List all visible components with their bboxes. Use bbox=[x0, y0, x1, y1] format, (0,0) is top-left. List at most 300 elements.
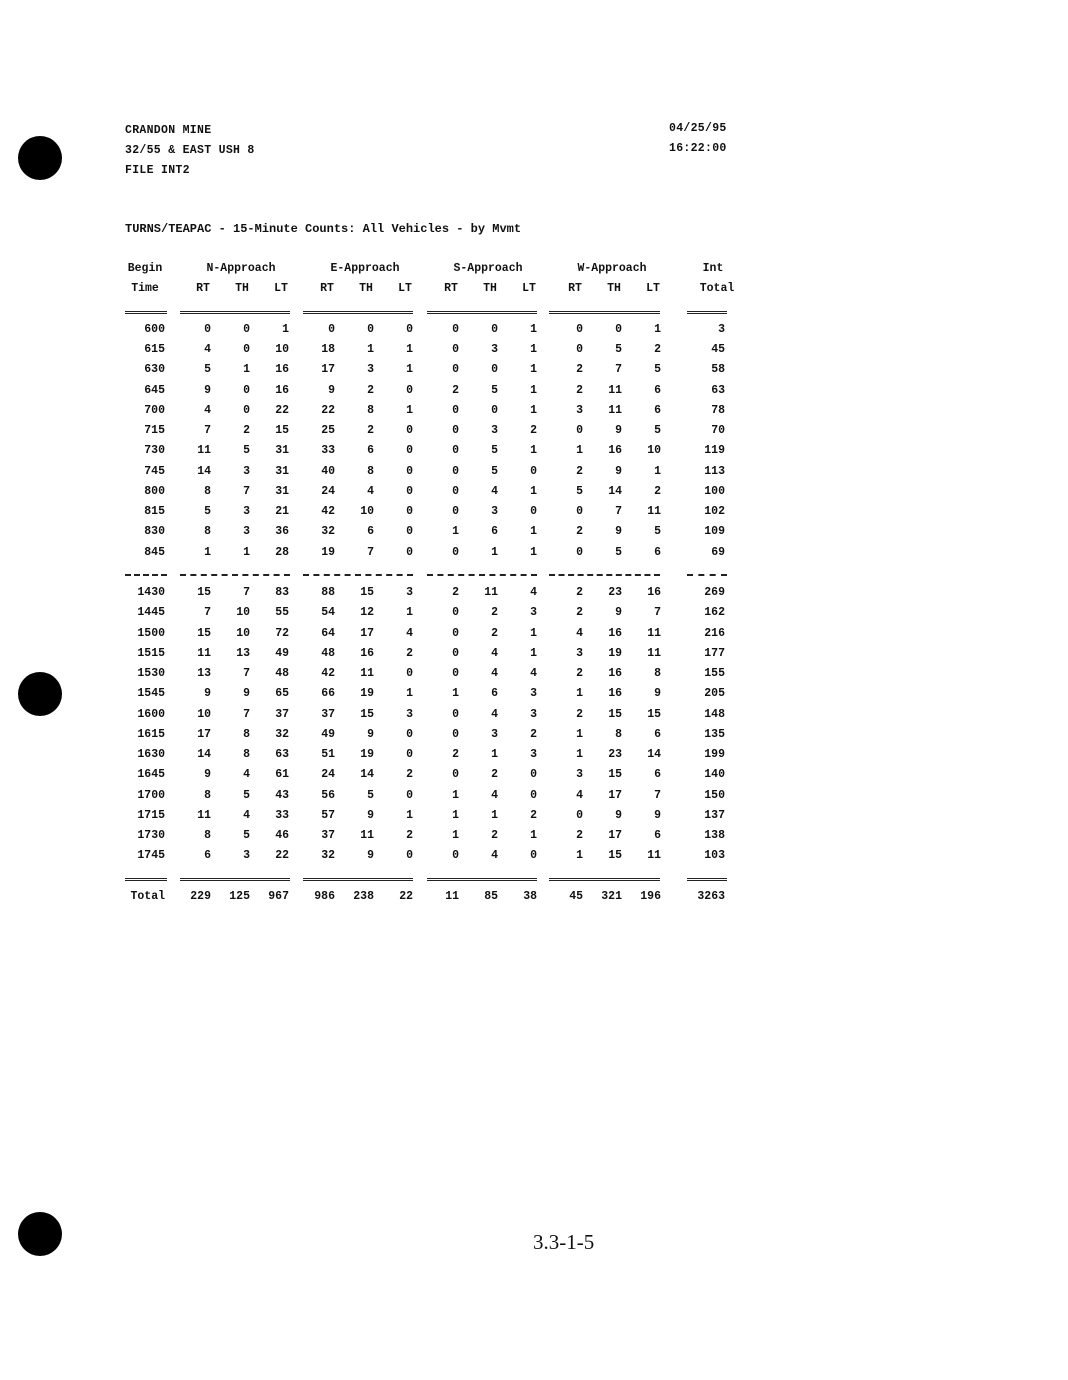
table-cell: 1 bbox=[406, 606, 413, 620]
table-cell: 0 bbox=[452, 505, 459, 518]
table-row bbox=[125, 444, 745, 464]
table-cell: 2 bbox=[576, 586, 583, 599]
table-cell: 17 bbox=[360, 626, 374, 640]
table-cell: 2 bbox=[530, 727, 537, 741]
total-cell: 38 bbox=[523, 889, 537, 903]
table-cell: 9 bbox=[367, 849, 374, 863]
table-cell: 1530 bbox=[137, 667, 165, 680]
table-cell: 8 bbox=[243, 727, 250, 741]
table-row bbox=[125, 627, 745, 647]
column-header-cell: LT bbox=[274, 282, 288, 296]
table-cell: 16 bbox=[608, 667, 622, 680]
table-cell: 4 bbox=[491, 667, 498, 680]
table-cell: 4 bbox=[530, 586, 537, 599]
table-cell: 1 bbox=[530, 626, 537, 640]
table-cell: 2 bbox=[243, 424, 250, 437]
table-cell: 0 bbox=[243, 383, 250, 397]
table-cell: 162 bbox=[704, 606, 725, 620]
table-cell: 15 bbox=[608, 849, 622, 863]
table-cell: 2 bbox=[367, 383, 374, 397]
table-cell: 4 bbox=[204, 403, 211, 417]
table-cell: 9 bbox=[204, 383, 211, 397]
table-cell: 9 bbox=[367, 727, 374, 741]
table-cell: 10 bbox=[236, 626, 250, 640]
table-cell: 0 bbox=[406, 464, 413, 478]
table-rule bbox=[427, 574, 537, 576]
table-row bbox=[125, 404, 745, 424]
table-cell: 2 bbox=[491, 606, 498, 620]
table-cell: 1 bbox=[282, 322, 289, 336]
table-cell: 2 bbox=[576, 707, 583, 721]
table-cell: 9 bbox=[367, 808, 374, 822]
table-cell: 14 bbox=[647, 748, 661, 761]
table-cell: 8 bbox=[204, 525, 211, 539]
table-rule bbox=[180, 878, 290, 881]
table-rule bbox=[427, 311, 537, 314]
table-cell: 8 bbox=[204, 829, 211, 842]
table-rule bbox=[549, 574, 660, 576]
group-header-cell: Begin bbox=[127, 262, 163, 275]
table-cell: 15 bbox=[647, 707, 661, 721]
table-cell: 0 bbox=[243, 322, 250, 336]
table-row bbox=[125, 525, 745, 545]
table-cell: 150 bbox=[704, 788, 725, 802]
table-cell: 2 bbox=[576, 525, 583, 539]
table-cell: 0 bbox=[452, 667, 459, 680]
table-cell: 1 bbox=[576, 748, 583, 761]
table-cell: 11 bbox=[647, 505, 661, 518]
table-row bbox=[125, 687, 745, 707]
table-cell: 16 bbox=[608, 687, 622, 701]
table-cell: 70 bbox=[711, 424, 725, 437]
table-cell: 0 bbox=[406, 525, 413, 539]
table-cell: 0 bbox=[243, 343, 250, 356]
table-rule bbox=[549, 878, 660, 881]
table-cell: 61 bbox=[275, 768, 289, 782]
table-cell: 22 bbox=[275, 403, 289, 417]
table-cell: 10 bbox=[647, 444, 661, 458]
table-row bbox=[125, 768, 745, 788]
table-cell: 6 bbox=[491, 525, 498, 539]
table-cell: 15 bbox=[360, 707, 374, 721]
table-cell: 630 bbox=[144, 363, 165, 377]
table-cell: 148 bbox=[704, 707, 725, 721]
table-cell: 1700 bbox=[137, 788, 165, 802]
table-cell: 9 bbox=[654, 808, 661, 822]
table-cell: 0 bbox=[530, 849, 537, 863]
table-cell: 0 bbox=[452, 464, 459, 478]
table-cell: 11 bbox=[647, 646, 661, 660]
table-cell: 4 bbox=[367, 484, 374, 498]
table-rule bbox=[180, 311, 290, 314]
group-header-cell: Int bbox=[702, 262, 724, 275]
table-row bbox=[125, 809, 745, 829]
header-file: FILE INT2 bbox=[125, 164, 190, 177]
table-cell: 4 bbox=[491, 646, 498, 660]
table-cell: 16 bbox=[647, 586, 661, 599]
group-header-cell: W-Approach bbox=[577, 262, 647, 275]
table-cell: 0 bbox=[406, 748, 413, 761]
table-cell: 8 bbox=[204, 788, 211, 802]
table-cell: 2 bbox=[491, 768, 498, 782]
table-cell: 0 bbox=[615, 322, 622, 336]
table-rule bbox=[303, 311, 413, 314]
table-cell: 10 bbox=[360, 505, 374, 518]
table-cell: 113 bbox=[704, 464, 725, 478]
table-cell: 1645 bbox=[137, 768, 165, 782]
table-row bbox=[125, 748, 745, 768]
table-cell: 2 bbox=[576, 383, 583, 397]
table-cell: 6 bbox=[491, 687, 498, 701]
table-cell: 5 bbox=[367, 788, 374, 802]
table-cell: 4 bbox=[530, 667, 537, 680]
table-cell: 1 bbox=[654, 464, 661, 478]
table-cell: 3 bbox=[718, 322, 725, 336]
total-cell: 45 bbox=[569, 889, 583, 903]
table-cell: 0 bbox=[576, 545, 583, 559]
table-rule bbox=[687, 311, 727, 314]
table-column-header bbox=[125, 282, 745, 302]
table-cell: 1600 bbox=[137, 707, 165, 721]
total-cell: 238 bbox=[353, 889, 374, 903]
table-cell: 8 bbox=[367, 403, 374, 417]
group-header-cell: N-Approach bbox=[206, 262, 276, 275]
table-cell: 0 bbox=[452, 626, 459, 640]
total-cell: 85 bbox=[484, 889, 498, 903]
column-header-cell: LT bbox=[398, 282, 412, 296]
table-cell: 6 bbox=[654, 829, 661, 842]
table-cell: 2 bbox=[576, 464, 583, 478]
table-cell: 21 bbox=[275, 505, 289, 518]
table-cell: 0 bbox=[576, 343, 583, 356]
table-cell: 1 bbox=[576, 849, 583, 863]
page-number: 3.3-1-5 bbox=[533, 1230, 595, 1254]
table-cell: 88 bbox=[321, 586, 335, 599]
header-intersection: 32/55 & EAST USH 8 bbox=[125, 144, 255, 157]
table-cell: 0 bbox=[406, 484, 413, 498]
table-cell: 1 bbox=[452, 788, 459, 802]
table-cell: 5 bbox=[654, 424, 661, 437]
table-cell: 0 bbox=[452, 646, 459, 660]
table-cell: 63 bbox=[275, 748, 289, 761]
table-cell: 0 bbox=[406, 545, 413, 559]
table-rule bbox=[303, 574, 413, 576]
table-row bbox=[125, 606, 745, 626]
table-cell: 1615 bbox=[137, 727, 165, 741]
table-cell: 11 bbox=[608, 403, 622, 417]
table-cell: 137 bbox=[704, 808, 725, 822]
table-cell: 2 bbox=[406, 829, 413, 842]
table-cell: 5 bbox=[654, 363, 661, 377]
table-cell: 37 bbox=[321, 707, 335, 721]
table-cell: 845 bbox=[144, 545, 165, 559]
table-cell: 830 bbox=[144, 525, 165, 539]
table-cell: 2 bbox=[367, 424, 374, 437]
table-cell: 9 bbox=[204, 768, 211, 782]
table-cell: 32 bbox=[321, 849, 335, 863]
table-row bbox=[125, 708, 745, 728]
total-cell: 229 bbox=[190, 889, 211, 903]
table-rule bbox=[125, 311, 167, 314]
table-cell: 15 bbox=[197, 586, 211, 599]
table-cell: 9 bbox=[615, 464, 622, 478]
table-cell: 13 bbox=[236, 646, 250, 660]
table-cell: 16 bbox=[275, 363, 289, 377]
table-cell: 6 bbox=[654, 768, 661, 782]
table-cell: 42 bbox=[321, 505, 335, 518]
table-cell: 177 bbox=[704, 646, 725, 660]
table-cell: 11 bbox=[647, 849, 661, 863]
table-cell: 1 bbox=[491, 748, 498, 761]
table-cell: 1 bbox=[530, 525, 537, 539]
table-cell: 8 bbox=[654, 667, 661, 680]
table-cell: 1 bbox=[530, 545, 537, 559]
table-cell: 24 bbox=[321, 768, 335, 782]
table-cell: 0 bbox=[576, 808, 583, 822]
table-cell: 140 bbox=[704, 768, 725, 782]
table-cell: 5 bbox=[576, 484, 583, 498]
table-cell: 11 bbox=[608, 383, 622, 397]
table-row bbox=[125, 485, 745, 505]
table-cell: 0 bbox=[530, 505, 537, 518]
table-cell: 0 bbox=[367, 322, 374, 336]
table-cell: 7 bbox=[615, 363, 622, 377]
table-cell: 9 bbox=[204, 687, 211, 701]
table-cell: 3 bbox=[491, 343, 498, 356]
table-cell: 8 bbox=[204, 484, 211, 498]
column-header-cell: Time bbox=[131, 282, 159, 296]
table-cell: 0 bbox=[204, 322, 211, 336]
table-cell: 8 bbox=[243, 748, 250, 761]
table-cell: 645 bbox=[144, 383, 165, 397]
total-cell: 321 bbox=[601, 889, 622, 903]
table-cell: 1445 bbox=[137, 606, 165, 620]
table-cell: 48 bbox=[321, 646, 335, 660]
table-cell: 0 bbox=[406, 727, 413, 741]
table-cell: 7 bbox=[204, 606, 211, 620]
table-cell: 0 bbox=[406, 444, 413, 458]
table-cell: 40 bbox=[321, 464, 335, 478]
table-cell: 9 bbox=[615, 525, 622, 539]
table-cell: 1 bbox=[530, 484, 537, 498]
table-cell: 0 bbox=[406, 849, 413, 863]
table-cell: 15 bbox=[608, 707, 622, 721]
table-cell: 0 bbox=[406, 383, 413, 397]
table-cell: 11 bbox=[360, 667, 374, 680]
table-row bbox=[125, 789, 745, 809]
table-cell: 0 bbox=[452, 363, 459, 377]
table-rule bbox=[180, 574, 290, 576]
table-cell: 4 bbox=[204, 343, 211, 356]
table-cell: 5 bbox=[491, 444, 498, 458]
table-cell: 14 bbox=[608, 484, 622, 498]
table-cell: 815 bbox=[144, 505, 165, 518]
table-row bbox=[125, 829, 745, 849]
table-cell: 4 bbox=[491, 849, 498, 863]
table-cell: 1 bbox=[654, 322, 661, 336]
table-cell: 7 bbox=[243, 667, 250, 680]
table-row bbox=[125, 546, 745, 566]
table-cell: 15 bbox=[197, 626, 211, 640]
table-cell: 49 bbox=[275, 646, 289, 660]
total-cell: Total bbox=[130, 889, 165, 903]
table-cell: 63 bbox=[711, 383, 725, 397]
table-cell: 2 bbox=[530, 424, 537, 437]
table-cell: 23 bbox=[608, 748, 622, 761]
table-cell: 1 bbox=[491, 808, 498, 822]
table-cell: 216 bbox=[704, 626, 725, 640]
table-cell: 2 bbox=[491, 829, 498, 842]
table-cell: 2 bbox=[576, 829, 583, 842]
column-header-cell: TH bbox=[235, 282, 249, 296]
table-cell: 4 bbox=[491, 484, 498, 498]
table-cell: 2 bbox=[576, 606, 583, 620]
table-cell: 800 bbox=[144, 484, 165, 498]
binder-hole-top bbox=[18, 136, 62, 180]
table-cell: 14 bbox=[197, 748, 211, 761]
table-cell: 1745 bbox=[137, 849, 165, 863]
table-cell: 1430 bbox=[137, 586, 165, 599]
group-header-cell: S-Approach bbox=[453, 262, 523, 275]
table-cell: 5 bbox=[204, 505, 211, 518]
table-cell: 2 bbox=[491, 626, 498, 640]
binder-hole-middle bbox=[18, 672, 62, 716]
table-cell: 2 bbox=[654, 343, 661, 356]
table-cell: 0 bbox=[452, 545, 459, 559]
column-header-cell: RT bbox=[320, 282, 334, 296]
table-cell: 66 bbox=[321, 687, 335, 701]
table-cell: 0 bbox=[406, 788, 413, 802]
table-cell: 1 bbox=[530, 444, 537, 458]
table-cell: 700 bbox=[144, 403, 165, 417]
table-group-header bbox=[125, 262, 745, 282]
table-cell: 4 bbox=[406, 626, 413, 640]
table-cell: 5 bbox=[615, 343, 622, 356]
table-cell: 5 bbox=[243, 829, 250, 842]
table-cell: 3 bbox=[406, 586, 413, 599]
table-row bbox=[125, 586, 745, 606]
table-cell: 17 bbox=[608, 829, 622, 842]
table-cell: 32 bbox=[321, 525, 335, 539]
table-cell: 615 bbox=[144, 343, 165, 356]
table-cell: 3 bbox=[576, 768, 583, 782]
table-cell: 5 bbox=[491, 383, 498, 397]
table-cell: 155 bbox=[704, 667, 725, 680]
table-cell: 2 bbox=[576, 363, 583, 377]
table-cell: 0 bbox=[576, 505, 583, 518]
table-cell: 37 bbox=[321, 829, 335, 842]
table-cell: 15 bbox=[360, 586, 374, 599]
total-cell: 967 bbox=[268, 889, 289, 903]
table-cell: 14 bbox=[197, 464, 211, 478]
table-cell: 9 bbox=[328, 383, 335, 397]
table-cell: 4 bbox=[491, 788, 498, 802]
table-cell: 0 bbox=[491, 322, 498, 336]
table-cell: 16 bbox=[275, 383, 289, 397]
table-cell: 1 bbox=[452, 525, 459, 539]
table-cell: 83 bbox=[275, 586, 289, 599]
table-cell: 3 bbox=[406, 707, 413, 721]
table-cell: 72 bbox=[275, 626, 289, 640]
table-cell: 11 bbox=[647, 626, 661, 640]
table-cell: 745 bbox=[144, 464, 165, 478]
table-cell: 100 bbox=[704, 484, 725, 498]
table-cell: 102 bbox=[704, 505, 725, 518]
table-cell: 0 bbox=[328, 322, 335, 336]
table-cell: 1 bbox=[530, 343, 537, 356]
table-cell: 0 bbox=[530, 464, 537, 478]
table-cell: 19 bbox=[321, 545, 335, 559]
table-cell: 65 bbox=[275, 687, 289, 701]
table-cell: 3 bbox=[576, 646, 583, 660]
table-cell: 55 bbox=[275, 606, 289, 620]
table-cell: 1515 bbox=[137, 646, 165, 660]
table-cell: 9 bbox=[615, 424, 622, 437]
column-header-cell: TH bbox=[607, 282, 621, 296]
table-cell: 0 bbox=[491, 403, 498, 417]
table-cell: 5 bbox=[204, 363, 211, 377]
table-cell: 64 bbox=[321, 626, 335, 640]
table-cell: 3 bbox=[576, 403, 583, 417]
table-cell: 22 bbox=[275, 849, 289, 863]
table-cell: 5 bbox=[615, 545, 622, 559]
table-rule bbox=[125, 878, 167, 881]
table-cell: 1 bbox=[452, 829, 459, 842]
table-rule bbox=[687, 878, 727, 881]
table-total-row bbox=[125, 890, 745, 910]
table-cell: 19 bbox=[360, 748, 374, 761]
header-date: 04/25/95 bbox=[669, 122, 727, 135]
header-project: CRANDON MINE bbox=[125, 124, 212, 137]
table-cell: 1 bbox=[406, 363, 413, 377]
table-cell: 0 bbox=[452, 849, 459, 863]
table-cell: 1 bbox=[530, 363, 537, 377]
table-cell: 9 bbox=[654, 687, 661, 701]
table-cell: 31 bbox=[275, 464, 289, 478]
table-cell: 16 bbox=[360, 646, 374, 660]
table-cell: 5 bbox=[243, 444, 250, 458]
table-cell: 2 bbox=[452, 586, 459, 599]
table-cell: 78 bbox=[711, 403, 725, 417]
table-cell: 5 bbox=[491, 464, 498, 478]
table-cell: 13 bbox=[197, 667, 211, 680]
table-cell: 1730 bbox=[137, 829, 165, 842]
table-cell: 2 bbox=[576, 667, 583, 680]
table-cell: 5 bbox=[654, 525, 661, 539]
table-cell: 37 bbox=[275, 707, 289, 721]
table-cell: 43 bbox=[275, 788, 289, 802]
table-cell: 0 bbox=[452, 768, 459, 782]
table-cell: 3 bbox=[530, 748, 537, 761]
table-cell: 0 bbox=[406, 667, 413, 680]
table-cell: 0 bbox=[530, 768, 537, 782]
table-cell: 9 bbox=[615, 606, 622, 620]
table-cell: 31 bbox=[275, 484, 289, 498]
column-header-cell: Total bbox=[699, 282, 735, 296]
table-cell: 46 bbox=[275, 829, 289, 842]
table-row bbox=[125, 363, 745, 383]
column-header-cell: TH bbox=[483, 282, 497, 296]
table-cell: 199 bbox=[704, 748, 725, 761]
table-cell: 16 bbox=[608, 444, 622, 458]
table-cell: 1 bbox=[406, 403, 413, 417]
table-cell: 4 bbox=[243, 768, 250, 782]
column-header-cell: RT bbox=[196, 282, 210, 296]
total-cell: 125 bbox=[229, 889, 250, 903]
table-cell: 3 bbox=[530, 687, 537, 701]
table-cell: 1 bbox=[530, 403, 537, 417]
table-cell: 33 bbox=[321, 444, 335, 458]
